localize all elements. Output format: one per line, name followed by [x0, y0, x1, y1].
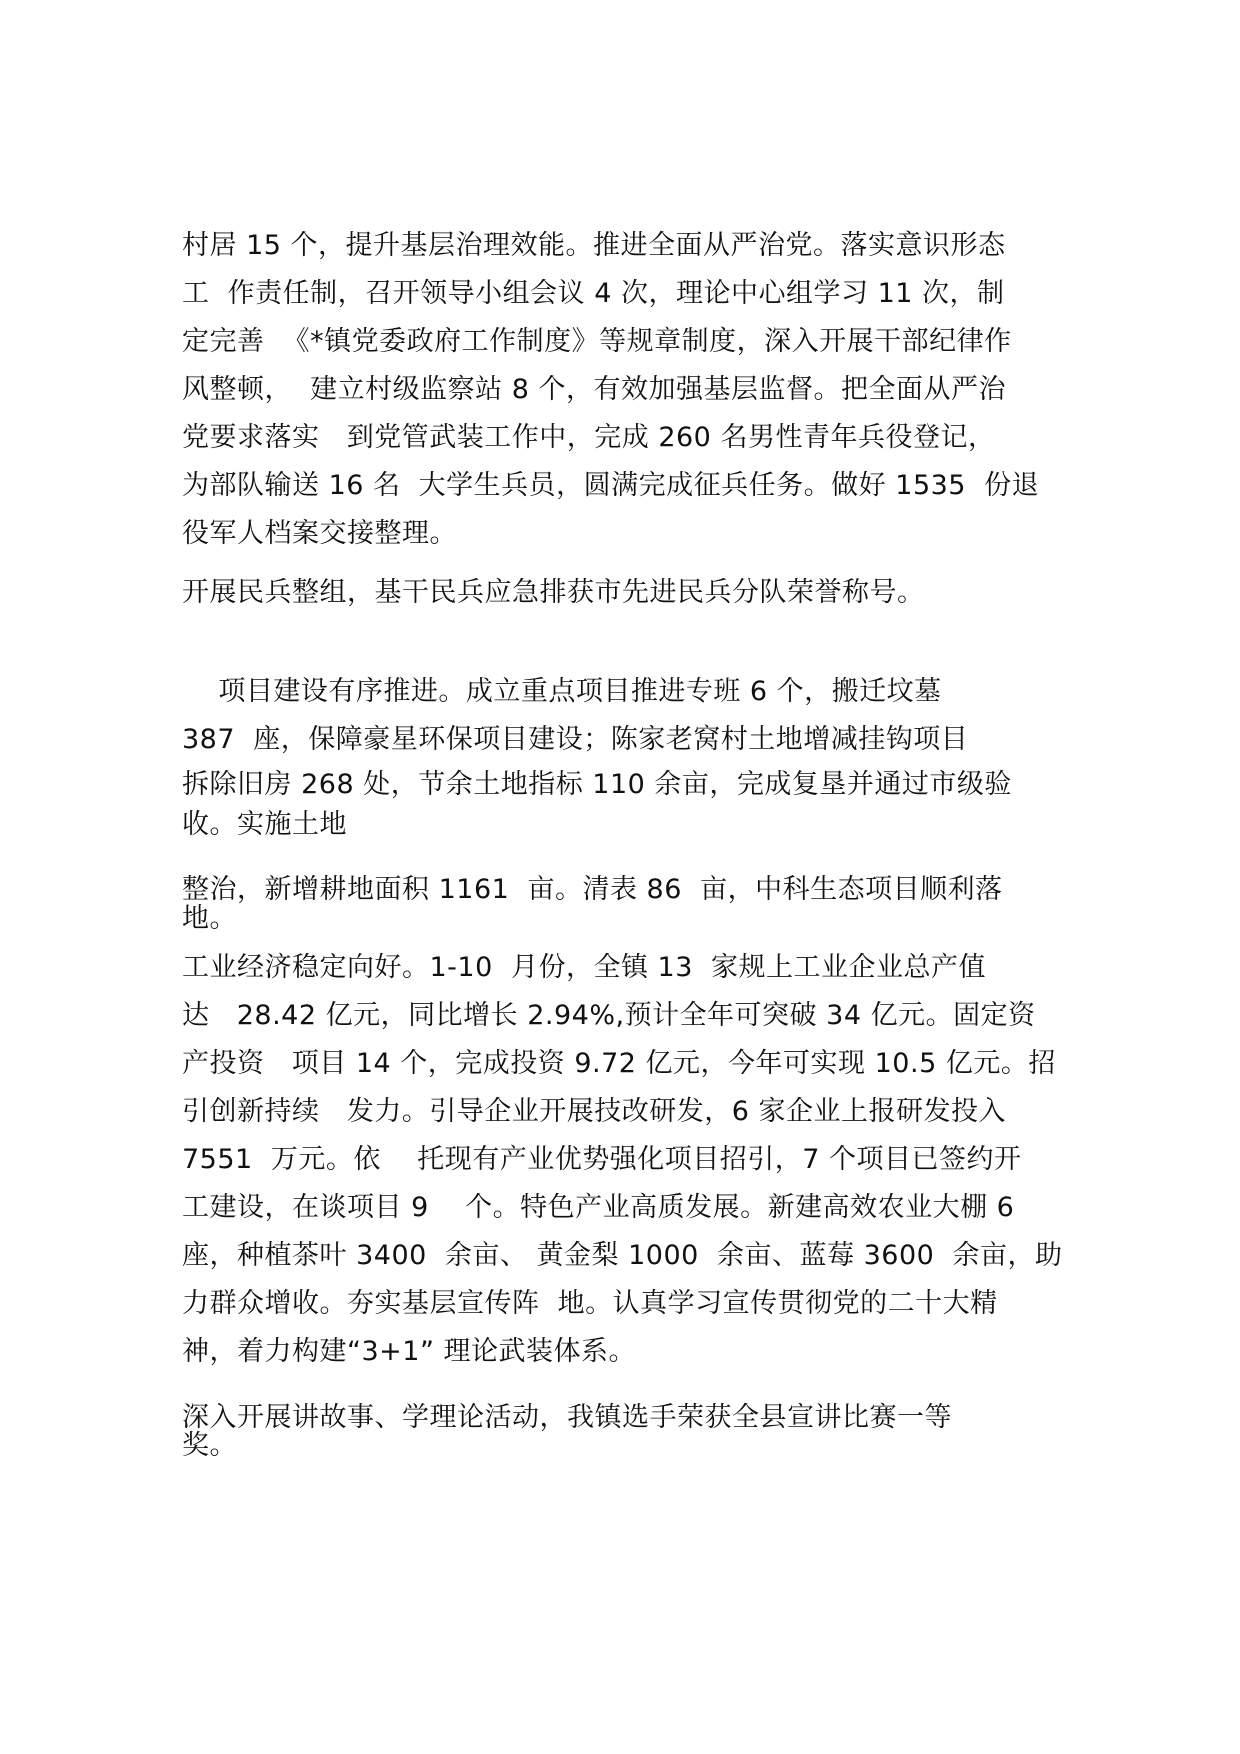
text-line: 役军人档案交接整理。 — [182, 518, 457, 549]
text-line: 党要求落实 到党管武装工作中，完成 260 名男性青年兵役登记， — [182, 422, 996, 453]
text-line: 整治，新增耕地面积 1161 亩。清表 86 亩，中科生态项目顺利落 — [182, 874, 1003, 905]
text-line: 风整顿， 建立村级监察站 8 个，有效加强基层监督。把全面从严治 — [182, 374, 1007, 405]
text-line: 深入开展讲故事、学理论活动，我镇选手荣获全县宣讲比赛一等 — [182, 1402, 952, 1433]
text-line: 387 座，保障豪星环保项目建设；陈家老窝村土地增减挂钩项目 — [182, 724, 969, 755]
text-line: 奖。 — [182, 1430, 237, 1461]
text-line: 工 作责任制，召开领导小组会议 4 次，理论中心组学习 11 次，制 — [182, 278, 1005, 309]
text-line: 定完善 《*镇党委政府工作制度》等规章制度，深入开展干部纪律作 — [182, 326, 1012, 357]
text-line: 项目建设有序推进。成立重点项目推进专班 6 个，搬迁坟墓 — [182, 676, 942, 707]
text-line: 拆除旧房 268 处，节余土地指标 110 余亩，完成复垦并通过市级验 — [182, 769, 1012, 800]
text-line: 开展民兵整组，基干民兵应急排获市先进民兵分队荣誉称号。 — [182, 577, 925, 608]
text-line: 工业经济稳定向好。1-10 月份，全镇 13 家规上工业企业总产值 — [182, 952, 987, 983]
text-line: 地。 — [182, 903, 237, 934]
text-line: 达 28.42 亿元，同比增长 2.94%,预计全年可突破 34 亿元。固定资 — [182, 1000, 1036, 1031]
text-line: 力群众增收。夯实基层宣传阵 地。认真学习宣传贯彻党的二十大精 — [182, 1288, 998, 1319]
text-line: 引创新持续 发力。引导企业开展技改研发，6 家企业上报研发投入 — [182, 1096, 1007, 1127]
text-line: 产投资 项目 14 个，完成投资 9.72 亿元，今年可实现 10.5 亿元。招 — [182, 1048, 1056, 1079]
text-line: 村居 15 个，提升基层治理效能。推进全面从严治党。落实意识形态 — [182, 230, 1006, 261]
text-line: 7551 万元。依 托现有产业优势强化项目招引，7 个项目已签约开 — [182, 1144, 1022, 1175]
text-line: 为部队输送 16 名 大学生兵员，圆满完成征兵任务。做好 1535 份退 — [182, 470, 1040, 501]
text-line: 收。实施土地 — [182, 809, 347, 840]
text-line: 神，着力构建“3+1” 理论武装体系。 — [182, 1336, 637, 1367]
text-line: 座，种植茶叶 3400 余亩、 黄金梨 1000 余亩、蓝莓 3600 余亩，助 — [182, 1240, 1063, 1271]
text-line: 工建设，在谈项目 9 个。特色产业高质发展。新建高效农业大棚 6 — [182, 1192, 1015, 1223]
